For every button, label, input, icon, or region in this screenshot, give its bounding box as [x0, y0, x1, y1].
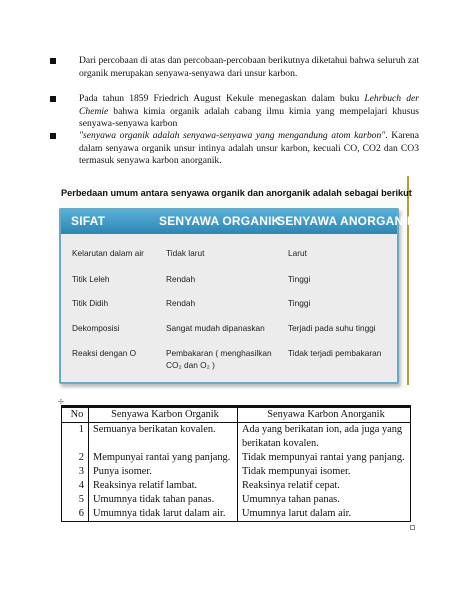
figure-header-row: [61, 210, 416, 234]
table-cell-number: 2: [62, 451, 89, 465]
table-header-cell: Senyawa Karbon Anorganik: [238, 407, 411, 423]
figure-cell: Terjadi pada suhu tinggi: [288, 323, 376, 333]
table-cell: Punya isomer.: [89, 465, 238, 479]
table-row: [62, 507, 411, 522]
bullet-paragraph-3: [57, 130, 419, 168]
table-cell: Tidak mempunyai rantai yang panjang.: [238, 451, 411, 465]
table-cell: Mempunyai rantai yang panjang.: [89, 451, 238, 465]
table-cell: Semuanya berikatan kovalen.: [89, 423, 238, 452]
figure-cell: Titik Didih: [72, 298, 109, 308]
figure-cell: Tinggi: [288, 274, 311, 284]
table-cell: Ada yang berikatan ion, ada juga yang berikatan kovalen.: [238, 423, 411, 452]
table-cell-number: 6: [62, 507, 89, 522]
figure-caption: Perbedaan umum antara senyawa organik dan anorganik adalah sebagai berikut: [61, 188, 412, 198]
bullet-paragraph-2: [57, 93, 419, 131]
figure-cell-continuation: CO₂ dan O₂ ): [166, 360, 215, 370]
table-header-cell: Senyawa Karbon Organik: [89, 407, 238, 423]
book-title: Lehrbuch der Chemie: [79, 93, 419, 117]
figure-header-cell: SENYAWA ORGANIK: [159, 214, 281, 228]
table-cell: Umumnya tidak larut dalam air.: [89, 507, 238, 522]
figure-cell: Titik Leleh: [72, 274, 110, 284]
figure-header-cell: SENYAWA ANORGANIK: [277, 214, 416, 228]
bullet-square-icon: [50, 133, 56, 139]
table-cell-number: 4: [62, 479, 89, 493]
figure-cell: Dekomposisi: [72, 323, 120, 333]
table-row: [62, 479, 411, 493]
table-anchor-icon: ✢: [58, 398, 64, 406]
table-cell: Umumnya tidak tahan panas.: [89, 493, 238, 507]
figure-table: [59, 208, 416, 384]
table-cell: Umumnya larut dalam air.: [238, 507, 411, 522]
table-cell-number: 5: [62, 493, 89, 507]
table-cell-number: 3: [62, 465, 89, 479]
table-cell: Umumnya tahan panas.: [238, 493, 411, 507]
bullet-square-icon: [50, 96, 56, 102]
figure-cell: Kelarutan dalam air: [72, 248, 144, 258]
table-row: [62, 423, 411, 452]
table-row: [62, 493, 411, 507]
table-header-row: [62, 407, 411, 423]
comparison-figure: [59, 186, 416, 389]
quote-text: "senyawa organik adalah senyawa-senyawa yang mengandung atom karbon": [79, 130, 386, 141]
paragraph-text: Dari percobaan di atas dan percobaan-percobaan berikutnya diketahui bahwa seluruh zat organik merupakan senyawa-senyawa dari unsur karbon.: [79, 55, 419, 79]
figure-cell: Tinggi: [288, 298, 311, 308]
figure-header-cell: SIFAT: [71, 214, 106, 228]
paragraph-text: Pada tahun 1859 Friedrich August Kekule menegaskan dalam buku Lehrbuch der Chemie bahwa kimia organik adalah cabang ilmu kimia yang mempelajari khusus senyawa-senyawa karbon: [79, 93, 419, 130]
figure-cell: Sangat mudah dipanaskan: [166, 323, 265, 333]
table-cell: Tidak mempunyai isomer.: [238, 465, 411, 479]
table-header-cell: No: [62, 407, 89, 423]
end-of-table-marker: [410, 525, 415, 530]
table-row: [62, 465, 411, 479]
bullet-square-icon: [50, 58, 56, 64]
figure-cell: Reaksi dengan O: [72, 348, 137, 358]
table-cell: Reaksinya relatif cepat.: [238, 479, 411, 493]
figure-cell: Tidak larut: [166, 248, 205, 258]
figure-side-rule: [407, 176, 409, 385]
figure-cell: Tidak terjadi pembakaran: [288, 348, 382, 358]
table-cell: Reaksinya relatif lambat.: [89, 479, 238, 493]
figure-cell: Rendah: [166, 274, 196, 284]
figure-cell: Larut: [288, 248, 307, 258]
table-cell-number: 1: [62, 423, 89, 452]
paragraph-text: "senyawa organik adalah senyawa-senyawa yang mengandung atom karbon". Karena dalam senyawa organik unsur intinya adalah unsur karbon, kecuali CO, CO2 dan CO3 termasuk senyawa karbon anorganik.: [79, 130, 419, 167]
bullet-paragraph-1: [57, 55, 419, 80]
figure-cell: Pembakaran ( menghasilkan: [166, 348, 272, 358]
comparison-table: [61, 405, 411, 522]
figure-cell: Rendah: [166, 298, 196, 308]
table-row: [62, 451, 411, 465]
